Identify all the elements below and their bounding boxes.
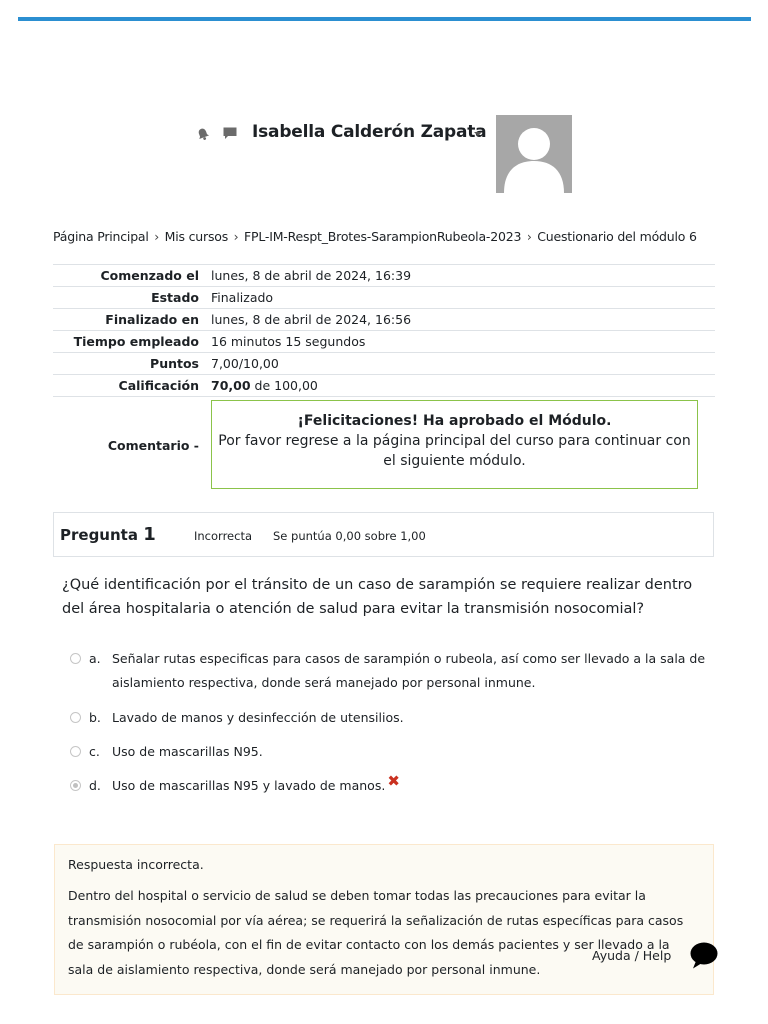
summary-value: lunes, 8 de abril de 2024, 16:39 <box>205 265 715 287</box>
grade-bold: 70,00 <box>211 378 251 393</box>
option-text: Uso de mascarillas N95 y lavado de manos. <box>112 778 386 793</box>
incorrect-x-icon: ✖ <box>387 772 400 790</box>
summary-row <box>53 375 715 397</box>
feedback-title: ¡Felicitaciones! Ha aprobado el Módulo. <box>297 413 612 429</box>
overall-feedback-box <box>211 400 698 489</box>
summary-row <box>53 353 715 375</box>
chevron-right-icon: › <box>154 229 160 244</box>
question-state: Incorrecta <box>194 529 252 543</box>
summary-row-comment <box>53 397 715 494</box>
breadcrumb-item-home[interactable]: Página Principal <box>53 229 149 244</box>
summary-label: Comenzado el <box>53 265 205 287</box>
breadcrumb-item-quiz[interactable]: Cuestionario del módulo 6 <box>537 229 697 244</box>
top-accent-bar <box>18 17 751 21</box>
breadcrumb-item-courses[interactable]: Mis cursos <box>164 229 229 244</box>
summary-label: Puntos <box>53 353 205 375</box>
summary-label: Tiempo empleado <box>53 331 205 353</box>
outcome-status: Respuesta incorrecta. <box>68 857 204 872</box>
grade-label: Calificación <box>53 375 205 397</box>
question-info-box <box>53 512 714 557</box>
option-text: Uso de mascarillas N95. <box>112 744 263 759</box>
option-letter: b. <box>89 710 101 725</box>
chevron-down-icon[interactable] <box>474 132 482 136</box>
option-text: Lavado de manos y desinfección de utensilios. <box>112 710 404 725</box>
summary-label: Estado <box>53 287 205 309</box>
summary-label: Finalizado en <box>53 309 205 331</box>
option-text-container <box>112 774 712 798</box>
radio-button[interactable] <box>70 712 81 723</box>
summary-value: 7,00/10,00 <box>205 353 715 375</box>
chevron-right-icon: › <box>526 229 532 244</box>
radio-button[interactable] <box>70 746 81 757</box>
bell-icon[interactable] <box>196 127 210 141</box>
comment-cell <box>205 397 715 494</box>
breadcrumb-item-course[interactable]: FPL-IM-Respt_Brotes-SarampionRubeola-2023 <box>244 229 522 244</box>
question-grade: Se puntúa 0,00 sobre 1,00 <box>273 529 426 543</box>
grade-value <box>205 375 715 397</box>
summary-row <box>53 331 715 353</box>
summary-row <box>53 265 715 287</box>
question-number-value: 1 <box>143 524 156 545</box>
summary-row <box>53 309 715 331</box>
option-text: Señalar rutas especificas para casos de sarampión o rubeola, así como ser llevado a la sala de aislamiento respectiva, donde será manejado por personal inmune. <box>112 651 706 690</box>
option-letter: d. <box>89 778 101 793</box>
summary-row <box>53 287 715 309</box>
outcome-explanation: Dentro del hospital o servicio de salud se deben tomar todas las precauciones para evitar la transmisión nosocomial por vía aérea; se requerirá la señalización de rutas específicas para casos de sarampión o rubéola, con el fin de evitar contacto con los demás pacientes y ser llevado a la sala de aislamiento respectiva, donde será manejado por personal inmune. <box>68 888 684 977</box>
question-text: ¿Qué identificación por el tránsito de un caso de sarampión se requiere realizar dentro del área hospitalaria o atención de salud para evitar la transmisión nosocomial? <box>62 577 693 617</box>
summary-value: Finalizado <box>205 287 715 309</box>
comment-label: Comentario - <box>53 397 205 494</box>
option-letter: a. <box>89 651 101 666</box>
specific-feedback-box <box>54 844 714 995</box>
chat-icon[interactable] <box>222 126 238 141</box>
question-number <box>60 524 156 545</box>
breadcrumb <box>53 229 697 244</box>
grade-rest: de 100,00 <box>250 378 318 393</box>
feedback-body: Por favor regrese a la página principal del curso para continuar con el siguiente módulo. <box>218 433 691 469</box>
attempt-summary-table <box>53 264 715 493</box>
radio-button[interactable] <box>70 653 81 664</box>
avatar[interactable] <box>496 115 572 193</box>
help-link[interactable]: Ayuda / Help <box>592 948 672 963</box>
user-menu-name[interactable]: Isabella Calderón Zapata <box>252 122 487 142</box>
question-label: Pregunta <box>60 526 138 544</box>
chevron-right-icon: › <box>233 229 239 244</box>
chat-bubble-icon[interactable] <box>689 940 719 970</box>
summary-value: 16 minutos 15 segundos <box>205 331 715 353</box>
option-letter: c. <box>89 744 100 759</box>
summary-value: lunes, 8 de abril de 2024, 16:56 <box>205 309 715 331</box>
radio-button-selected[interactable] <box>70 780 81 791</box>
